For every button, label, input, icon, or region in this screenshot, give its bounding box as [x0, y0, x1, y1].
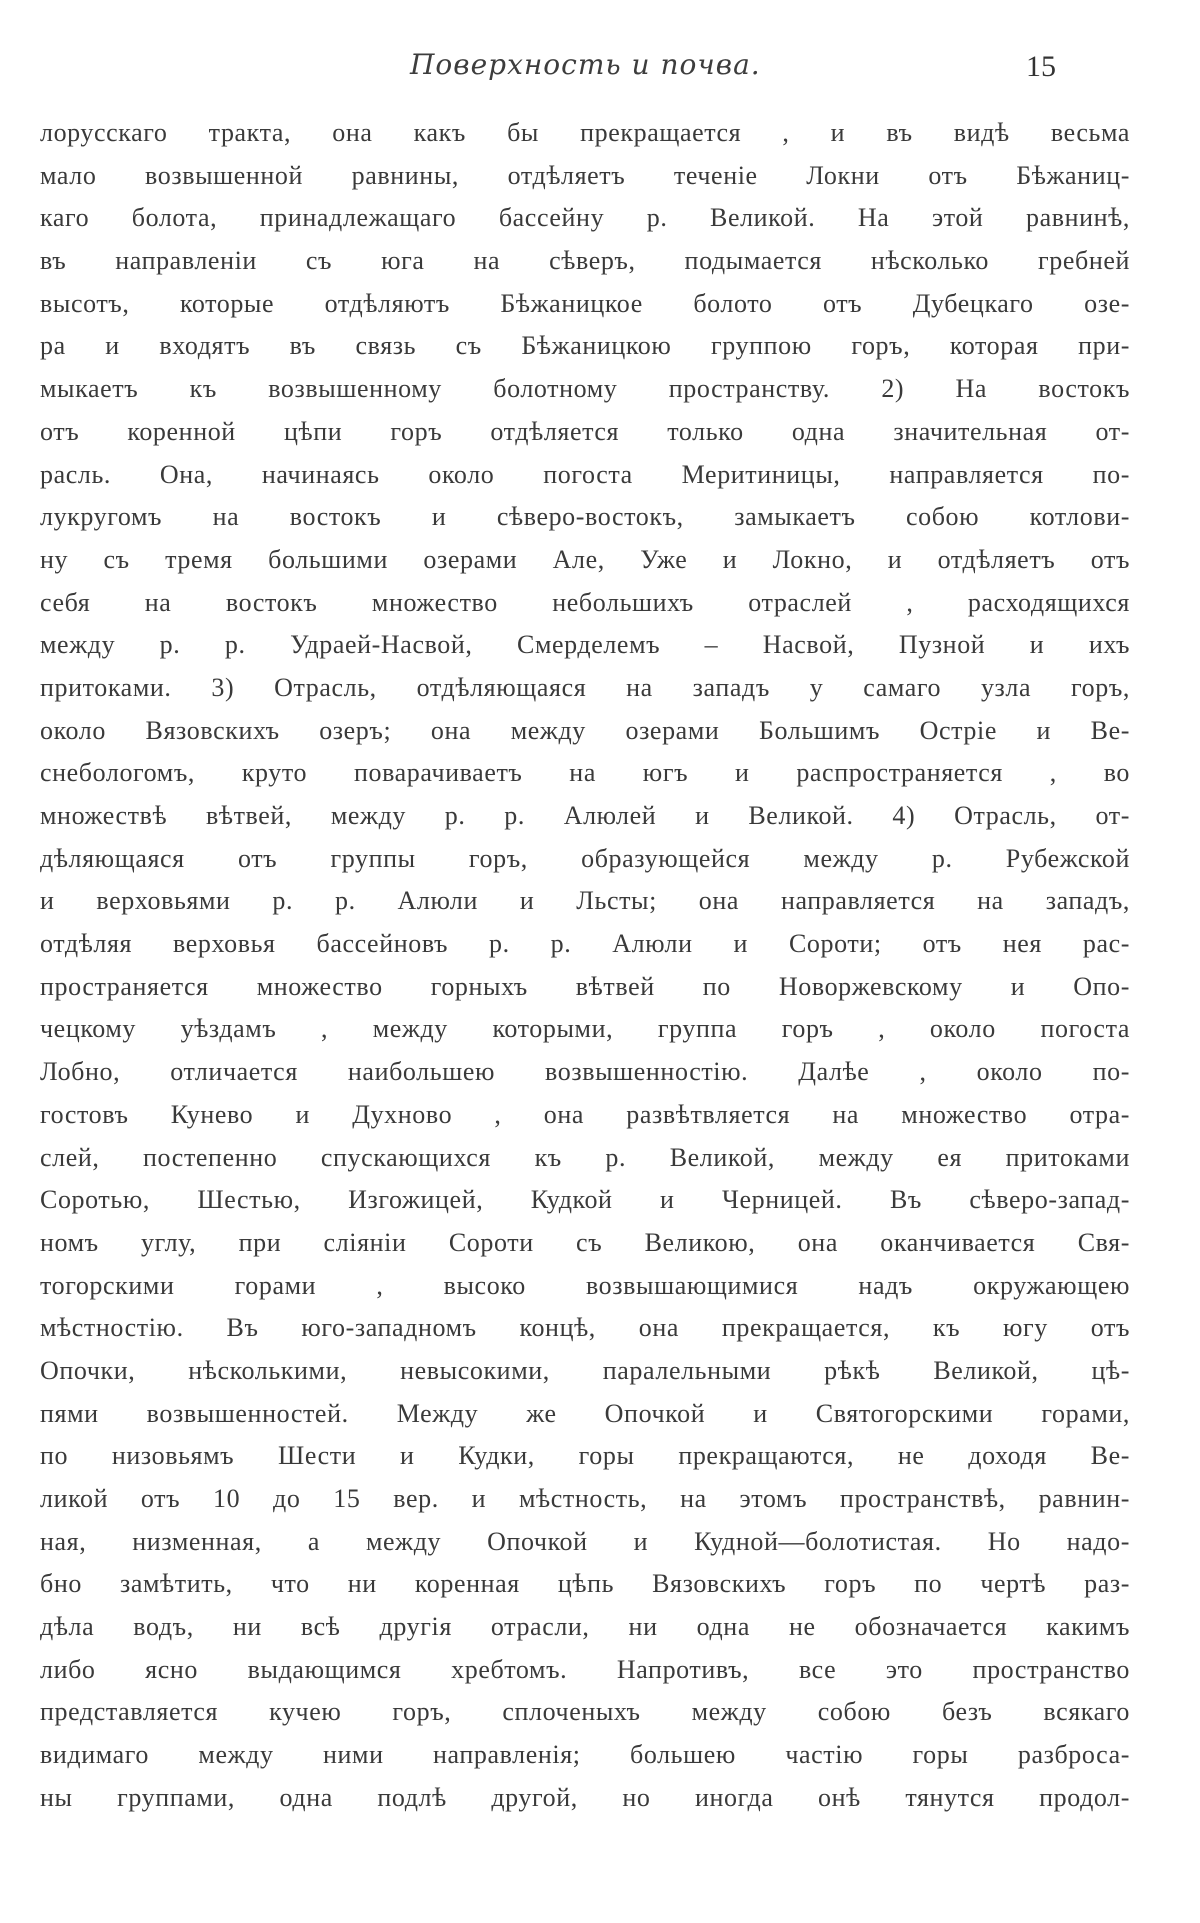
- text-line: чецкому уѣздамъ , между которыми, группа горъ , около погоста: [40, 1014, 1130, 1044]
- text-line: и верховьями р. р. Алюли и Льсты; она направляется на западъ,: [40, 886, 1130, 916]
- text-line: бно замѣтить, что ни коренная цѣпь Вязовскихъ горъ по чертѣ раз-: [40, 1569, 1130, 1599]
- text-line: мало возвышенной равнины, отдѣляетъ теченіе Локни отъ Бѣжаниц-: [40, 160, 1130, 190]
- text-line: въ направленіи съ юга на сѣверъ, подымается нѣсколько гребней: [40, 246, 1130, 276]
- text-line: притоками. 3) Отрасль, отдѣляющаяся на западъ у самаго узла горъ,: [40, 672, 1130, 702]
- text-line: слей, постепенно спускающихся къ р. Великой, между ея притоками: [40, 1142, 1130, 1172]
- text-line: дѣла водъ, ни всѣ другія отрасли, ни одна не обозначается какимъ: [40, 1612, 1130, 1642]
- text-line: ны группами, одна подлѣ другой, но иногда онѣ тянутся продол-: [40, 1782, 1130, 1812]
- text-line: около Вязовскихъ озеръ; она между озерами Большимъ Остріе и Ве-: [40, 715, 1130, 745]
- text-line: дѣляющаяся отъ группы горъ, образующейся между р. Рубежской: [40, 843, 1130, 873]
- text-line: расль. Она, начинаясь около погоста Меритиницы, направляется по-: [40, 459, 1130, 489]
- text-line: представляется кучею горъ, сплоченыхъ между собою безъ всякаго: [40, 1697, 1130, 1727]
- text-line: Опочки, нѣсколькими, невысокими, паралельными рѣкѣ Великой, цѣ-: [40, 1355, 1130, 1385]
- text-line: мѣстностію. Въ юго-западномъ концѣ, она прекращается, къ югу отъ: [40, 1313, 1130, 1343]
- text-line: по низовьямъ Шести и Кудки, горы прекращаются, не доходя Ве-: [40, 1441, 1130, 1471]
- running-header: [0, 48, 1200, 98]
- text-line: лукругомъ на востокъ и сѣверо-востокъ, замыкаетъ собою котлови-: [40, 502, 1130, 532]
- text-line: снебологомъ, круто поварачиваетъ на югъ и распространяется , во: [40, 758, 1130, 788]
- text-line: тогорскими горами , высоко возвышающимися надъ окружающею: [40, 1270, 1130, 1300]
- text-line: пями возвышенностей. Между же Опочкой и Святогорскими горами,: [40, 1398, 1130, 1428]
- text-line: отъ коренной цѣпи горъ отдѣляется только одна значительная от-: [40, 416, 1130, 446]
- text-line: видимаго между ними направленія; большею частію горы разброса-: [40, 1740, 1130, 1770]
- text-line: лорусскаго тракта, она какъ бы прекращается , и въ видѣ весьма: [40, 118, 1130, 147]
- text-line: между р. р. Удраей-Насвой, Смерделемъ – Насвой, Пузной и ихъ: [40, 630, 1130, 660]
- text-line: Лобно, отличается наибольшею возвышенностію. Далѣе , около по-: [40, 1057, 1130, 1087]
- text-line: либо ясно выдающимся хребтомъ. Напротивъ, все это пространство: [40, 1654, 1130, 1684]
- text-line: гостовъ Кунево и Духново , она развѣтвляется на множество отра-: [40, 1099, 1130, 1129]
- text-line: номъ углу, при сліяніи Сороти съ Великою, она оканчивается Свя-: [40, 1227, 1130, 1257]
- body-text: [40, 112, 1130, 1820]
- text-line: ная, низменная, а между Опочкой и Кудной—болотистая. Но надо-: [40, 1526, 1130, 1556]
- running-title: Поверхность и почва.: [410, 48, 761, 81]
- text-line: множествѣ вѣтвей, между р. р. Алюлей и Великой. 4) Отрасль, от-: [40, 801, 1130, 830]
- text-line: пространяется множество горныхъ вѣтвей по Новоржевскому и Опо-: [40, 971, 1130, 1001]
- text-line: ра и входятъ въ связь съ Бѣжаницкою группою горъ, которая при-: [40, 331, 1130, 361]
- text-line: ликой отъ 10 до 15 вер. и мѣстность, на этомъ пространствѣ, равнин-: [40, 1484, 1130, 1513]
- page-number: 15: [1026, 50, 1056, 83]
- text-line: отдѣляя верховья бассейновъ р. р. Алюли и Сороти; отъ нея рас-: [40, 929, 1130, 959]
- text-line: себя на востокъ множество небольшихъ отраслей , расходящихся: [40, 587, 1130, 617]
- text-line: высотъ, которые отдѣляютъ Бѣжаницкое болото отъ Дубецкаго озе-: [40, 288, 1130, 318]
- text-line: мыкаетъ къ возвышенному болотному пространству. 2) На востокъ: [40, 374, 1130, 404]
- text-line: Соротью, Шестью, Изгожицей, Кудкой и Черницей. Въ сѣверо-запад-: [40, 1185, 1130, 1215]
- text-line: ну съ тремя большими озерами Але, Уже и Локно, и отдѣляетъ отъ: [40, 544, 1130, 574]
- text-line: каго болота, принадлежащаго бассейну р. Великой. На этой равнинѣ,: [40, 203, 1130, 233]
